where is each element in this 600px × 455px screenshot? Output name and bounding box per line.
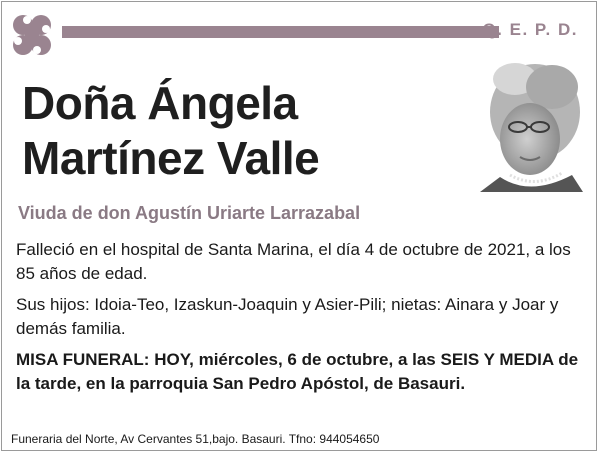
deceased-name-line1: Doña Ángela bbox=[22, 77, 298, 129]
funeral-home-footer: Funeraria del Norte, Av Cervantes 51,bajo. Basauri. Tfno: 944054650 bbox=[11, 432, 380, 446]
family-paragraph: Sus hijos: Idoia-Teo, Izaskun-Joaquin y Asier-Pili; nietas: Ainara y Joar y demás familia. bbox=[16, 295, 559, 338]
deceased-portrait bbox=[480, 57, 583, 192]
deceased-name bbox=[22, 76, 319, 186]
header-title: Q. E. P. D. bbox=[482, 20, 578, 39]
lauburu-icon bbox=[5, 8, 59, 62]
funeral-mass-paragraph: MISA FUNERAL: HOY, miércoles, 6 de octubre, a las SEIS Y MEDIA de la tarde, en la parroquia San Pedro Apóstol, de Basauri. bbox=[16, 350, 579, 393]
obituary-card bbox=[1, 1, 597, 451]
header-rule bbox=[62, 26, 499, 38]
deceased-name-line2: Martínez Valle bbox=[22, 132, 320, 184]
deceased-subtitle: Viuda de don Agustín Uriarte Larrazabal bbox=[18, 203, 361, 223]
death-paragraph: Falleció en el hospital de Santa Marina, el día 4 de octubre de 2021, a los 85 años de edad. bbox=[16, 240, 571, 283]
obituary-body bbox=[16, 238, 588, 403]
